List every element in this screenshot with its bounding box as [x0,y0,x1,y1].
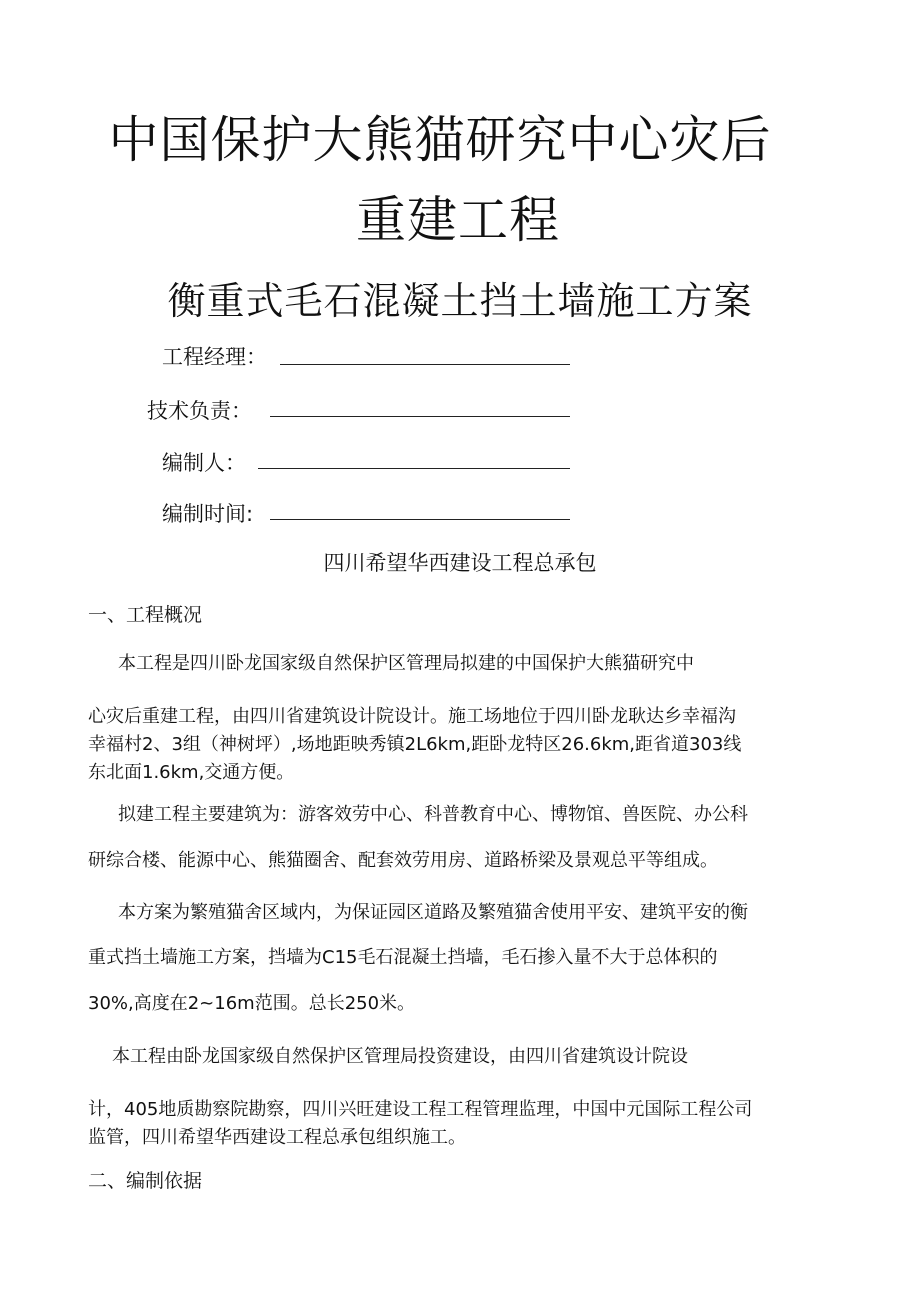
section-1-heading: 一、工程概况 [88,604,203,626]
project-manager-line [280,364,570,365]
compile-date-line [270,519,570,520]
compiler-label: 编制人： [162,451,246,475]
compiler-line [258,468,570,469]
paragraph-4-line-3: 监管，四川希望华西建设工程总承包组织施工。 [88,1127,466,1148]
paragraph-3-line-3: 30%,高度在2~16m范围。总长250米。 [88,993,416,1014]
document-subtitle: 衡重式毛石混凝土挡土墙施工方案 [167,279,753,323]
paragraph-3-line-1: 本方案为繁殖猫舍区域内，为保证园区道路及繁殖猫舍使用平安、建筑平安的衡 [118,902,748,923]
paragraph-1-line-1: 本工程是四川卧龙国家级自然保护区管理局拟建的中国保护大熊猫研究中 [118,653,694,674]
section-2-heading: 二、编制依据 [88,1170,203,1192]
paragraph-2-line-1: 拟建工程主要建筑为：游客效劳中心、科普教育中心、博物馆、兽医院、办公科 [118,804,748,825]
company-name: 四川希望华西建设工程总承包 [323,551,597,575]
project-manager-label: 工程经理： [162,345,267,369]
paragraph-4-line-1: 本工程由卧龙国家级自然保护区管理局投资建设，由四川省建筑设计院设 [112,1046,688,1067]
paragraph-4-line-2: 计，405地质勘察院勘察，四川兴旺建设工程工程管理监理，中国中元国际工程公司 [88,1099,753,1120]
technical-lead-line [270,416,570,417]
compile-date-label: 编制时间: [162,502,254,526]
paragraph-1-line-3: 幸福村2、3组（神树坪）,场地距映秀镇2L6km,距卧龙特区26.6km,距省道303线 [88,734,742,755]
paragraph-1-line-4: 东北面1.6km,交通方便。 [88,762,295,783]
paragraph-1-line-2: 心灾后重建工程，由四川省建筑设计院设计。施工场地位于四川卧龙耿达乡幸福沟 [88,706,736,727]
document-title-line-1: 中国保护大熊猫研究中心灾后 [108,111,772,169]
document-title-line-2: 重建工程 [356,191,560,249]
paragraph-2-line-2: 研综合楼、能源中心、熊猫圈舍、配套效劳用房、道路桥梁及景观总平等组成。 [88,850,718,871]
technical-lead-label: 技术负责： [147,399,252,423]
paragraph-3-line-2: 重式挡土墙施工方案，挡墙为C15毛石混凝土挡墙，毛石掺入量不大于总体积的 [88,947,718,968]
